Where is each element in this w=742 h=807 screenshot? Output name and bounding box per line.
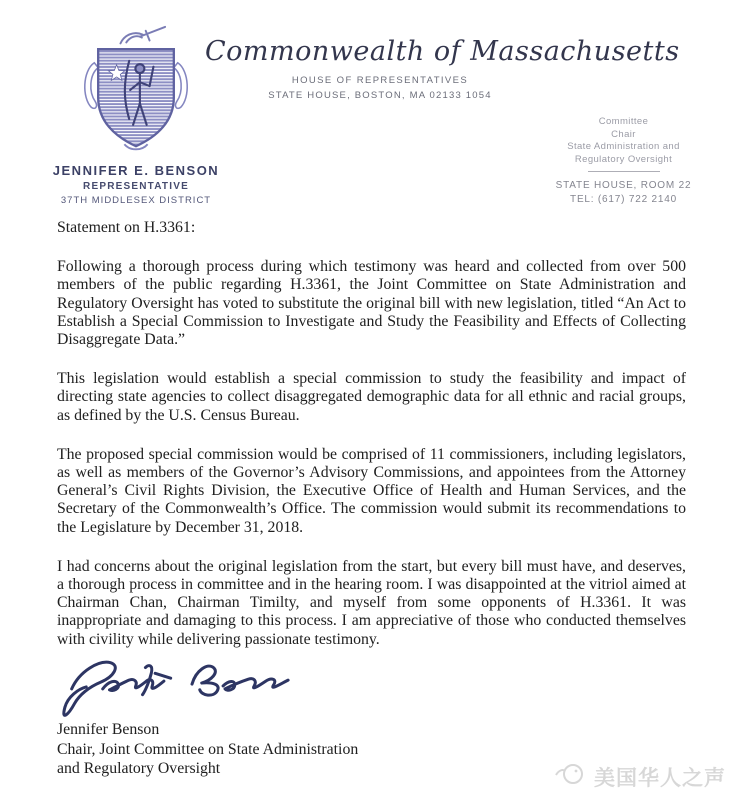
letter-body [57,219,686,670]
member-district: 37TH MIDDLESEX DISTRICT [60,195,212,206]
body-paragraph-4: I had concerns about the original legislation from the start, but every bill must have, and deserves, a thorough process in committee and in the hearing room. I was disappointed at the vitriol aimed at Chairman Chan, Chairman Timilty, and myself from some opponents of H.3361. It was inappropriate and damaging to this process. I am appreciative of those who conducted themselves with civility while delivering passionate testimony. [57,557,686,648]
chamber-line: HOUSE OF REPRESENTATIVES [291,75,469,86]
watermark-text: 美国华人之声 [594,767,726,790]
statehouse-address: STATE HOUSE, BOSTON, MA 02133 1054 [268,90,492,101]
signature-block [57,652,477,779]
state-name: Commonwealth of Massachusetts [205,36,680,67]
committee-line: Regulatory Oversight [574,153,673,165]
letterhead-center [205,36,680,101]
body-paragraph-2: This legislation would establish a special commission to study the feasibility and impact of directing state agencies to collect disaggregated demographic data for all ethnic and racial groups, as defined by the U.S. Census Bureau. [57,370,686,424]
body-paragraph-3: The proposed special commission would be comprised of 11 commissioners, including legislators, as well as members of the Governor’s Advisory Commissions, and appointees from the Attorney General’s Civil Rights Division, the Executive Office of Health and Human Services, and the Secretary of the Commonwealth’s Office. The commission would submit its recommendations to the Legislature by December 31, 2018. [57,445,686,536]
member-name: JENNIFER E. BENSON [52,163,220,178]
subject-line: Statement on H.3361: [57,219,196,236]
handwritten-signature-icon [59,652,294,718]
seal-ribbon-right [174,63,187,109]
committee-line: State Administration and [567,141,680,152]
committee-line: Committee [598,116,649,127]
office-room: STATE HOUSE, ROOM 22 [555,180,692,191]
seal-crest-arm-sword [120,27,165,43]
committee-line: Chair [611,128,636,140]
body-paragraph-1: Following a thorough process during which testimony was heard and collected from over 500 members of the public regarding H.3361, the Joint Committee on State Administration and Regulatory Oversight has voted to substitute the original bill with new legislation, titled “An Act to Establish a Special Commission to Investigate and Study the Feasibility and Effects of Collecting Disaggregate Data.” [57,258,686,349]
watermark [553,761,726,793]
member-title: REPRESENTATIVE [83,181,189,192]
signer-title-line1: Chair, Joint Committee on State Administration [57,740,359,758]
signer-name: Jennifer Benson [57,721,160,738]
seal-shield [98,49,174,146]
seal-ribbon-left [85,63,98,109]
committee-block [531,116,716,206]
committee-divider [588,171,660,172]
watermark-logo-icon [553,761,587,793]
massachusetts-state-seal-icon [77,24,195,157]
office-phone: TEL: (617) 722 2140 [570,193,677,205]
signer-title-line2: and Regulatory Oversight [57,760,221,777]
